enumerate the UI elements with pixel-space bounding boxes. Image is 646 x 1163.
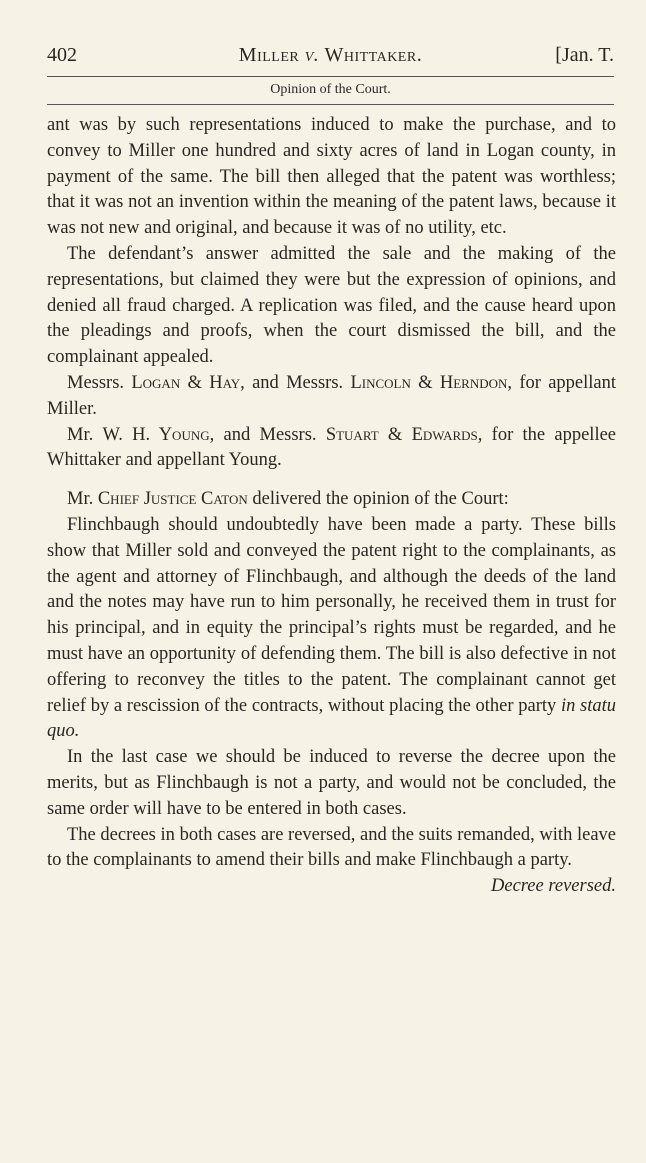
latin-phrase: in statu quo. (47, 695, 616, 742)
case-title-right: Whittaker. (324, 44, 423, 66)
opinion-delivered: delivered the opinion of the Court: (252, 489, 509, 510)
paragraph-2: The defendant’s answer admitted the sale and the making of the representations, but claimed they were but the expression of opinions, and denied all fraud charged. A replication was filed, and the cause heard upon the pleadings and proofs, when the court dismissed the bill, and the complainant appealed. (47, 243, 616, 368)
subheader-rule (47, 104, 614, 105)
counsel-firm: Stuart & Edwards, (325, 424, 483, 445)
paragraph-7: In the last case we should be induced to reverse the decree upon the merits, but as Flinchbaugh is not a party, and would not be concluded, the same order will have to be entered in both cases. (47, 747, 616, 819)
paragraph-counsel-appellant (47, 371, 616, 423)
counsel-for: for the appellee Whittaker and appellant Young. (47, 424, 616, 471)
counsel-prefix: Messrs. (67, 372, 125, 393)
counsel-prefix: Mr. (67, 424, 94, 445)
case-title-left: Miller (238, 44, 300, 66)
counsel-firm-2: Lincoln & Herndon, (350, 372, 513, 393)
paragraph-counsel-appellee (47, 423, 616, 475)
decree-line: Decree reversed. (491, 876, 616, 897)
counsel-join: and Messrs. (223, 424, 317, 445)
paragraph-opinion-intro (47, 487, 616, 513)
page-number: 402 (47, 44, 77, 66)
running-header (47, 44, 614, 74)
paragraph-6 (47, 513, 616, 745)
counsel-for: for appellant Miller. (47, 372, 617, 419)
paragraph-8: The decrees in both cases are reversed, and the suits remanded, with leave to the complainants to amend their bills and make Flinchbaugh a party. (47, 824, 616, 871)
opinion-body (47, 113, 616, 900)
header-rule (47, 76, 614, 77)
term-date: [Jan. T. (555, 44, 614, 66)
justice-prefix: Mr. (67, 489, 94, 510)
case-title (47, 44, 614, 67)
counsel-join: and Messrs. (252, 372, 344, 393)
paragraph-1: ant was by such representations induced to make the purchase, and to convey to Miller one hundred and sixty acres of land in Logan county, in payment of the same. The bill then alleged that the patent was worthless; that it was not an invention within the meaning of the patent laws, because it was not new and original, and because it was of no utility, etc. (47, 115, 616, 239)
counsel-firm-1: Logan & Hay, (131, 372, 245, 393)
section-subheader: Opinion of the Court. (270, 82, 391, 97)
counsel-name: W. H. Young, (102, 424, 215, 445)
justice-name: Chief Justice Caton (97, 489, 248, 510)
paragraph-6-text: Flinchbaugh should undoubtedly have been made a party. These bills show that Miller sold and conveyed the patent right to the complainants, as the agent and attorney of Flinchbaugh, and although the deeds of the land and the notes may have run to him personally, he received them in trust for his principal, and in equity the principal’s rights must be regarded, and he must have an opportunity of defending them. The bill is also defective in not offering to reconvey the titles to the patent. The complainant cannot get relief by a rescission of the contracts, without placing the other party (47, 514, 616, 716)
case-title-v: v. (304, 44, 320, 66)
